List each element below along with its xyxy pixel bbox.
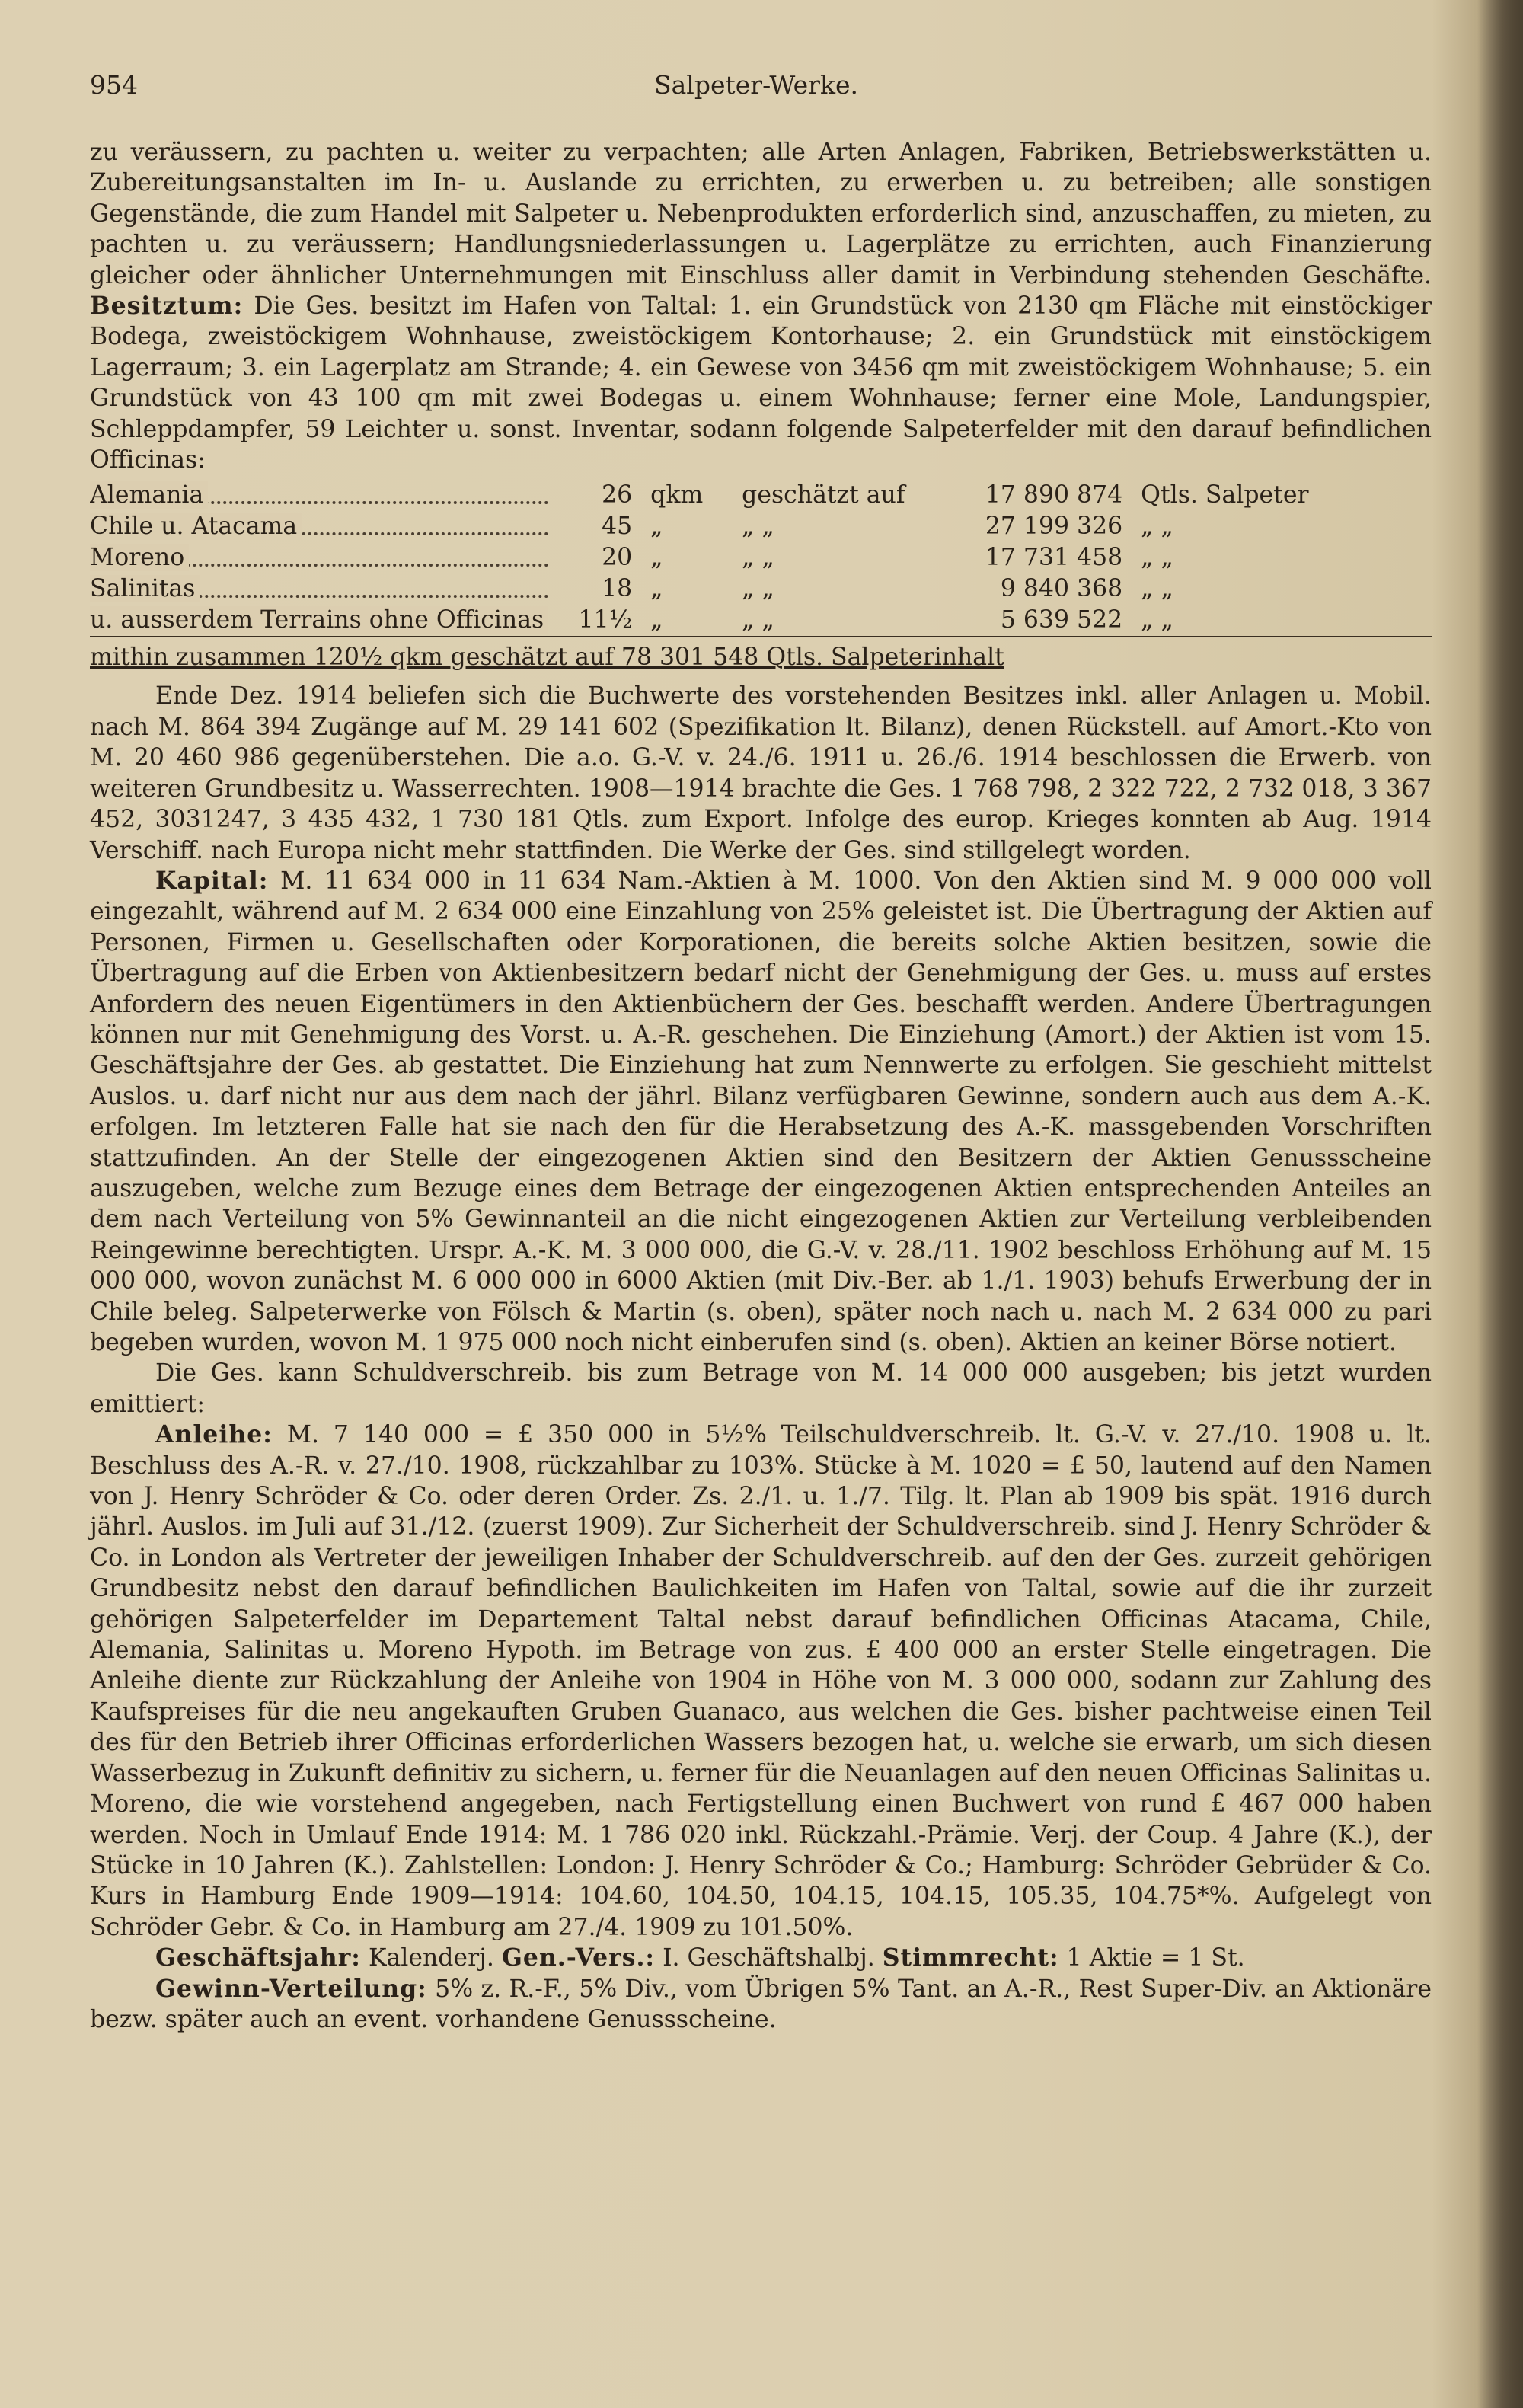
book-binding-shadow	[1477, 0, 1523, 2408]
field-unit: „	[650, 575, 663, 603]
intro-paragraph: zu veräussern, zu pachten u. weiter zu verpachten; alle Arten Anlagen, Fabriken, Betriebswerkstätten u. Zubereitungsanstalten im In- u. Auslande zu errichten, zu erwerben u. zu betreiben; alle sonstigen Gegenstände, die zum Handel mit Salpeter u. Nebenprodukten erforderlich sind, anzuschaffen, zu mieten, zu pachten u. zu veräussern; Handlungsniederlassungen u. Lagerplätze zu errichten, auch Finanzierung gleicher oder ähnlicher Unternehmungen mit Einschluss aller damit in Verbindung stehenden Geschäfte. Besitztum: Die Ges. besitzt im Hafen von Taltal: 1. ein Grundstück von 2130 qm Fläche mit einstöckiger Bodega, zweistöckigem Wohnhause, zweistöckigem Kontorhause; 2. ein Grundstück mit einstöckigem Lagerraum; 3. ein Lagerplatz am Strande; 4. ein Gewese von 3456 qm mit zweistöckigem Wohnhause; 5. ein Grundstück von 43 100 qm mit zwei Bodegas u. einem Wohnhause; ferner eine Mole, Landungspier, Schleppdampfer, 59 Leichter u. sonst. Inventar, sodann folgende Salpeterfelder mit den darauf befindlichen Officinas:	[90, 139, 1432, 474]
field-product: „ „	[1141, 544, 1173, 572]
table-row	[90, 573, 1432, 605]
field-name: Salinitas	[90, 575, 200, 602]
field-name: u. ausserdem Terrains ohne Officinas	[90, 606, 548, 634]
field-unit: qkm	[650, 481, 704, 509]
page-number: 954	[90, 70, 138, 100]
stimmrecht-value: 1 Aktie = 1 St.	[1066, 1944, 1245, 1972]
anleihe-text: M. 7 140 000 = £ 350 000 in 5½% Teilschuldverschreib. lt. G.-V. v. 27./10. 1908 u. lt. Beschluss des A.-R. v. 27./10. 1908, rückzahlbar zu 103%. Stücke à M. 1020 = £ 50, lautend auf den Namen von J. Henry Schröder & Co. oder deren Order. Zs. 2./1. u. 1./7. Tilg. lt. Plan ab 1909 bis spät. 1916 durch jährl. Auslos. im Juli auf 31./12. (zuerst 1909). Zur Sicherheit der Schuldverschreib. sind J. Henry Schröder & Co. in London als Vertreter der jeweiligen Inhaber der Schuldverschreib. auf den der Ges. zurzeit gehörigen Grundbesitz nebst den darauf befindlichen Baulichkeiten im Hafen von Taltal, sowie auf die ihr zurzeit gehörigen Salpeterfelder im Departement Taltal nebst darauf befindlichen Officinas Atacama, Chile, Alemania, Salinitas u. Moreno Hypoth. im Betrage von zus. £ 400 000 an erster Stelle eingetragen. Die Anleihe diente zur Rückzahlung der Anleihe von 1904 in Höhe von M. 3 000 000, sodann zur Zahlung des Kaufspreises für die neu angekauften Gruben Guanaco, aus welchen die Ges. bisher pachtweise einen Teil des für den Betrieb ihrer Officinas erforderlichen Wassers bezogen hat, u. welche sie erwarb, um sich diesen Wasserbezug in Zukunft definitiv zu sichern, u. ferner für die Neuanlagen auf den neuen Officinas Salinitas u. Moreno, die wie vorstehend angegeben, nach Fertigstellung einen Buchwert von rund £ 467 000 haben werden. Noch in Umlauf Ende 1914: M. 1 786 020 inkl. Rückzahl.-Prämie. Verj. der Coup. 4 Jahre (K.), der Stücke in 10 Jahren (K.). Zahlstellen: London: J. Henry Schröder & Co.; Hamburg: Schröder Gebrüder & Co. Kurs in Hamburg Ende 1909—1914: 104.60, 104.50, 104.15, 104.15, 105.35, 104.75*%. Aufgelegt von Schröder Gebr. & Co. in Hamburg am 27./4. 1909 zu 101.50%.	[90, 1421, 1432, 1941]
field-product: „ „	[1141, 513, 1173, 541]
field-verb: „ „	[742, 544, 774, 572]
table-total-row	[90, 637, 1432, 673]
field-name: Chile u. Atacama	[90, 513, 302, 540]
field-area: 11½	[578, 606, 633, 634]
running-title: Salpeter-Werke.	[654, 70, 858, 100]
stimmrecht-label: Stimmrecht:	[882, 1943, 1059, 1972]
page-header	[90, 70, 1422, 108]
meta-paragraph	[90, 1943, 1432, 1973]
field-quantity: 17 890 874	[985, 481, 1123, 509]
table-row	[90, 542, 1432, 573]
besitztum-text: Die Ges. besitzt im Hafen von Taltal: 1. ein Grundstück von 2130 qm Fläche mit einstöckiger Bodega, zweistöckigem Wohnhause, zweistöckigem Kontorhause; 2. ein Grundstück mit einstöckigem Lagerraum; 3. ein Lagerplatz am Strande; 4. ein Gewese von 3456 qm mit zweistöckigem Wohnhause; 5. ein Grundstück von 43 100 qm mit zwei Bodegas u. einem Wohnhause; ferner eine Mole, Landungspier, Schleppdampfer, 59 Leichter u. sonst. Inventar, sodann folgende Salpeterfelder mit den darauf befindlichen Officinas:	[90, 292, 1432, 474]
besitztum-label: Besitztum:	[90, 292, 244, 321]
gewinn-label: Gewinn-Verteilung:	[155, 1974, 427, 2003]
anleihe-paragraph	[90, 1420, 1432, 1943]
field-quantity: 17 731 458	[985, 544, 1123, 572]
gewinn-text: 5% z. R.-F., 5% Div., vom Übrigen 5% Tant. an A.-R., Rest Super-Div. an Aktionäre bezw. später auch an event. vorhandene Genussscheine.	[90, 1975, 1432, 2033]
body-text	[90, 137, 1432, 2035]
field-quantity: 27 199 326	[985, 513, 1123, 541]
buchwerte-paragraph: Ende Dez. 1914 beliefen sich die Buchwerte des vorstehenden Besitzes inkl. aller Anlagen u. Mobil. nach M. 864 394 Zugänge auf M. 29 141 602 (Spezifikation lt. Bilanz), denen Rückstell. auf Amort.-Kto von M. 20 460 986 gegenüberstehen. Die a.o. G.-V. v. 24./6. 1911 u. 26./6. 1914 beschlossen die Erwerb. von weiteren Grundbesitz u. Wasserrechten. 1908—1914 brachte die Ges. 1 768 798, 2 322 722, 2 732 018, 3 367 452, 3031247, 3 435 432, 1 730 181 Qtls. zum Export. Infolge des europ. Krieges konnten ab Aug. 1914 Verschiff. nach Europa nicht mehr stattfinden. Die Werke der Ges. sind stillgelegt worden.	[90, 682, 1432, 864]
schuld-paragraph: Die Ges. kann Schuldverschreib. bis zum Betrage von M. 14 000 000 ausgeben; bis jetzt wurden emittiert:	[90, 1359, 1432, 1418]
field-verb: „ „	[742, 575, 774, 603]
genvers-label: Gen.-Vers.:	[501, 1943, 656, 1972]
field-product: Qtls. Salpeter	[1141, 481, 1309, 509]
field-area: 18	[602, 575, 633, 603]
field-area: 26	[602, 481, 633, 509]
geschaeftsjahr-label: Geschäftsjahr:	[155, 1943, 361, 1972]
field-area: 45	[602, 513, 633, 541]
field-verb: „ „	[742, 513, 774, 541]
field-area: 20	[602, 544, 633, 572]
field-name: Alemania	[90, 481, 208, 509]
field-unit: „	[650, 606, 663, 634]
salpeterfelder-table	[90, 480, 1432, 673]
field-quantity: 9 840 368	[1000, 575, 1123, 603]
kapital-paragraph	[90, 866, 1432, 1359]
table-total: mithin zusammen 120½ qkm geschätzt auf 78 301 548 Qtls. Salpeterinhalt	[90, 637, 1432, 673]
field-quantity: 5 639 522	[1000, 606, 1123, 634]
field-name: Moreno	[90, 544, 189, 571]
geschaeftsjahr-value: Kalenderj.	[368, 1944, 494, 1972]
gewinn-paragraph	[90, 1974, 1432, 2036]
field-verb: geschätzt auf	[742, 481, 905, 509]
field-unit: „	[650, 513, 663, 541]
field-product: „ „	[1141, 606, 1173, 634]
field-verb: „ „	[742, 606, 774, 634]
table-row	[90, 511, 1432, 542]
table-row	[90, 605, 1432, 637]
table-row	[90, 480, 1432, 511]
field-unit: „	[650, 544, 663, 572]
genvers-value: I. Geschäftshalbj.	[663, 1944, 875, 1972]
anleihe-label: Anleihe:	[155, 1420, 273, 1449]
field-product: „ „	[1141, 575, 1173, 603]
kapital-text: M. 11 634 000 in 11 634 Nam.-Aktien à M. 1000. Von den Aktien sind M. 9 000 000 voll eingezahlt, während auf M. 2 634 000 eine Einzahlung von 25% geleistet ist. Die Übertragung der Aktien auf Personen, Firmen u. Gesellschaften oder Korporationen, die bereits solche Aktien besitzen, sowie die Übertragung auf die Erben von Aktienbesitzern bedarf nicht der Genehmigung der Ges. u. muss auf erstes Anfordern des neuen Eigentümers in den Aktienbüchern der Ges. beschafft werden. Andere Übertragungen können nur mit Genehmigung des Vorst. u. A.-R. geschehen. Die Einziehung (Amort.) der Aktien ist vom 15. Geschäftsjahre der Ges. ab gestattet. Die Einziehung hat zum Nennwerte zu erfolgen. Sie geschieht mittelst Auslos. u. darf nicht nur aus dem nach der jährl. Bilanz verfügbaren Gewinne, sondern auch aus dem A.-K. erfolgen. Im letzteren Falle hat sie nach den für die Herabsetzung des A.-K. massgebenden Vorschriften stattzufinden. An der Stelle der eingezogenen Aktien sind den Besitzern der Aktien Genussscheine auszugeben, welche zum Bezuge eines dem Betrage der eingezogenen Aktien entsprechenden Anteiles an dem nach Verteilung von 5% Gewinnanteil an die nicht eingezogenen Aktien zur Verteilung verbleibenden Reingewinne berechtigten. Urspr. A.-K. M. 3 000 000, die G.-V. v. 28./11. 1902 beschloss Erhöhung auf M. 15 000 000, wovon zunächst M. 6 000 000 in 6000 Aktien (mit Div.-Ber. ab 1./1. 1903) behufs Erwerbung der in Chile beleg. Salpeterwerke von Fölsch & Martin (s. oben), später noch nach u. nach M. 2 634 000 zu pari begeben wurden, wovon M. 1 975 000 noch nicht einberufen sind (s. oben). Aktien an keiner Börse notiert.	[90, 867, 1432, 1356]
kapital-label: Kapital:	[155, 866, 269, 895]
